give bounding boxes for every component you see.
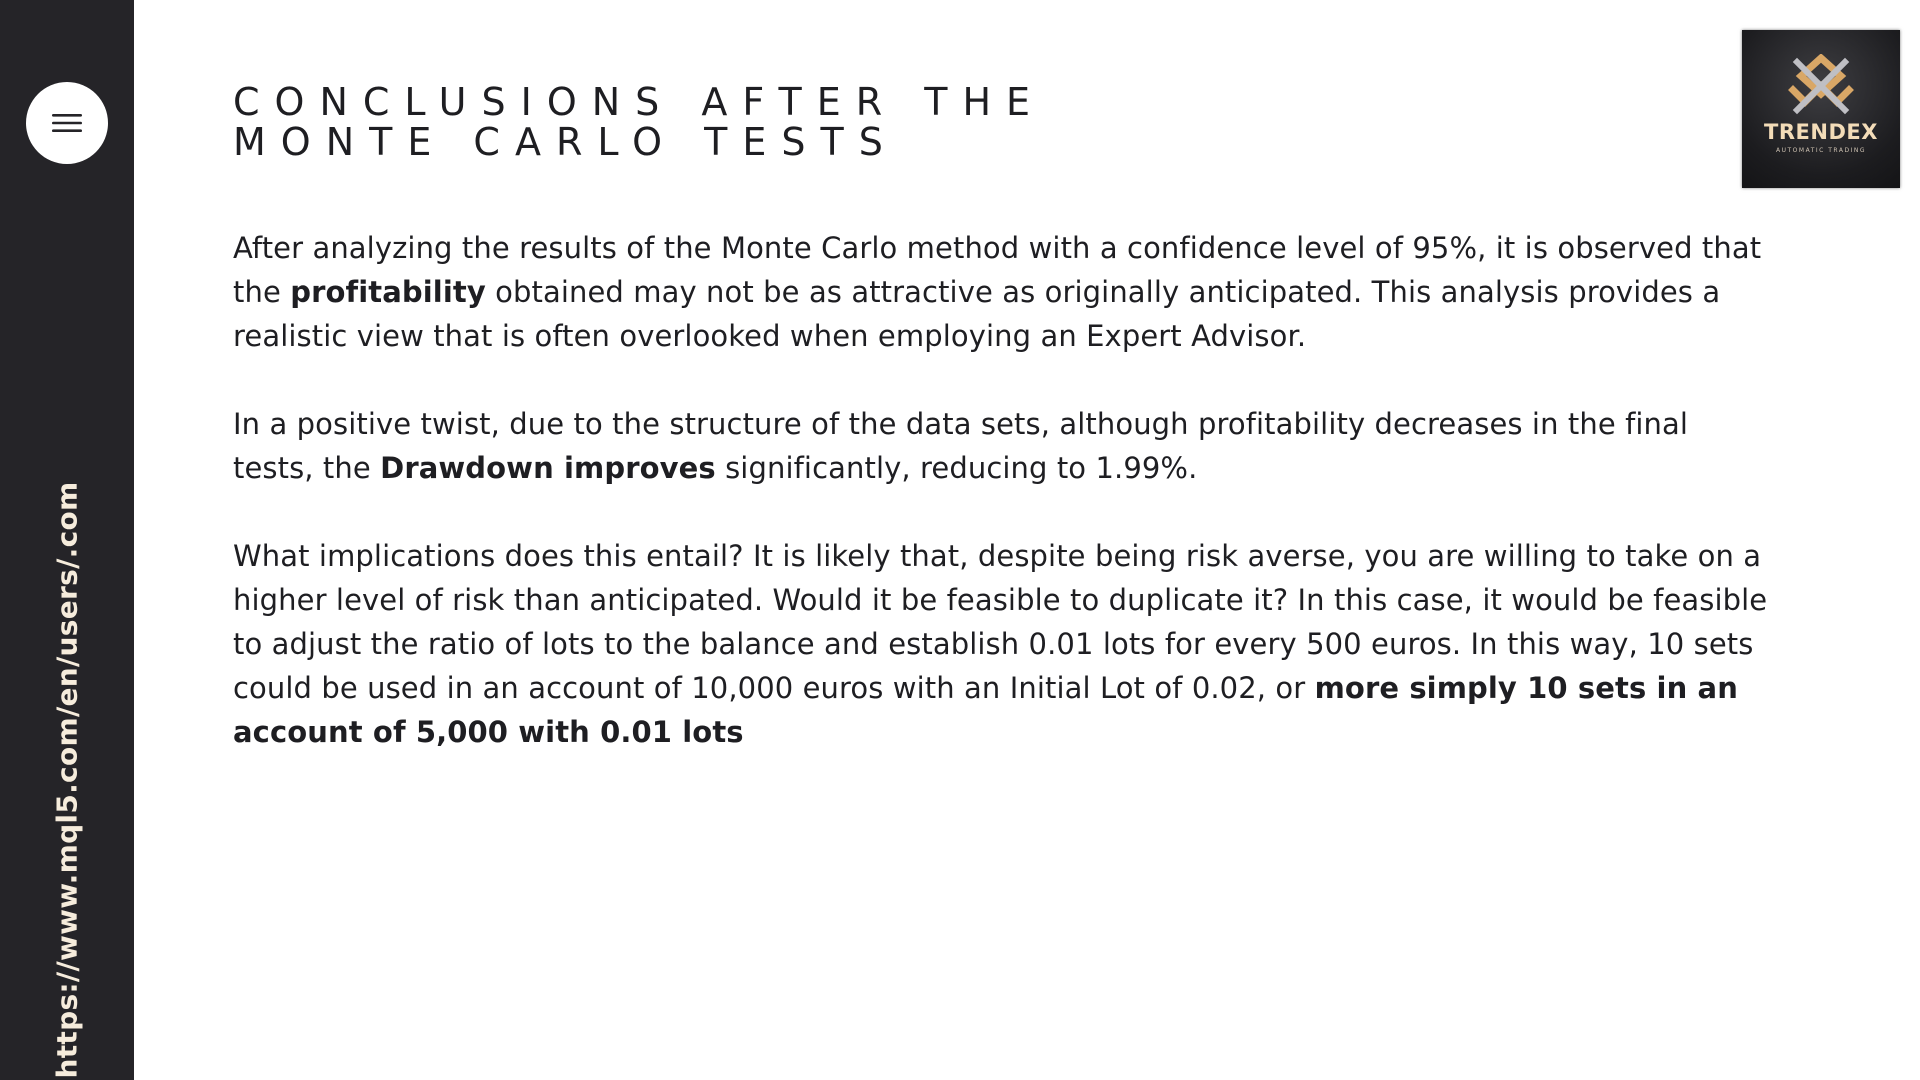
site-url-link[interactable]: https://www.mql5.com/en/users/.com bbox=[50, 481, 84, 1079]
hamburger-menu-icon bbox=[50, 111, 84, 135]
paragraph-implications bbox=[233, 534, 1773, 754]
bold-text: more simply 10 sets in an account of 5,000 with 0.01 lots bbox=[233, 671, 1738, 749]
title-line-2: MONTE CARLO TESTS bbox=[233, 120, 898, 164]
paragraph-text: After analyzing the results of the Monte Carlo method with a confidence level of 95%, it is observed that the bbox=[233, 231, 1762, 309]
paragraph-text: significantly, reducing to 1.99%. bbox=[715, 451, 1198, 485]
bold-text: Drawdown improves bbox=[380, 451, 716, 485]
sidebar bbox=[0, 0, 134, 1080]
paragraph-text: What implications does this entail? It is likely that, despite being risk averse, you are willing to take on a higher level of risk than anticipated. Would it be feasible to duplicate it? In this case, it would be feasible to adjust the ratio of lots to the balance and establish 0.01 lots for every 500 euros. In this way, 10 sets could be used in an account of 10,000 euros with an Initial Lot of 0.02, or bbox=[233, 539, 1768, 705]
paragraph-text: In a positive twist, due to the structure of the data sets, although profitability decreases in the final tests, the bbox=[233, 407, 1689, 485]
content-body bbox=[233, 226, 1773, 798]
paragraph-text: obtained may not be as attractive as originally anticipated. This analysis provides a realistic view that is often overlooked when employing an Expert Advisor. bbox=[233, 275, 1721, 353]
page-title bbox=[233, 82, 1045, 162]
trendex-logo bbox=[1742, 30, 1900, 188]
bold-text: profitability bbox=[290, 275, 486, 309]
paragraph-drawdown bbox=[233, 402, 1773, 490]
paragraph-profitability bbox=[233, 226, 1773, 358]
logo-tagline: AUTOMATIC TRADING bbox=[1776, 147, 1866, 154]
menu-button[interactable] bbox=[26, 82, 108, 164]
logo-mark-icon bbox=[1783, 54, 1859, 118]
title-line-1: CONCLUSIONS AFTER THE bbox=[233, 80, 1046, 124]
logo-name: TRENDEX bbox=[1764, 120, 1878, 144]
